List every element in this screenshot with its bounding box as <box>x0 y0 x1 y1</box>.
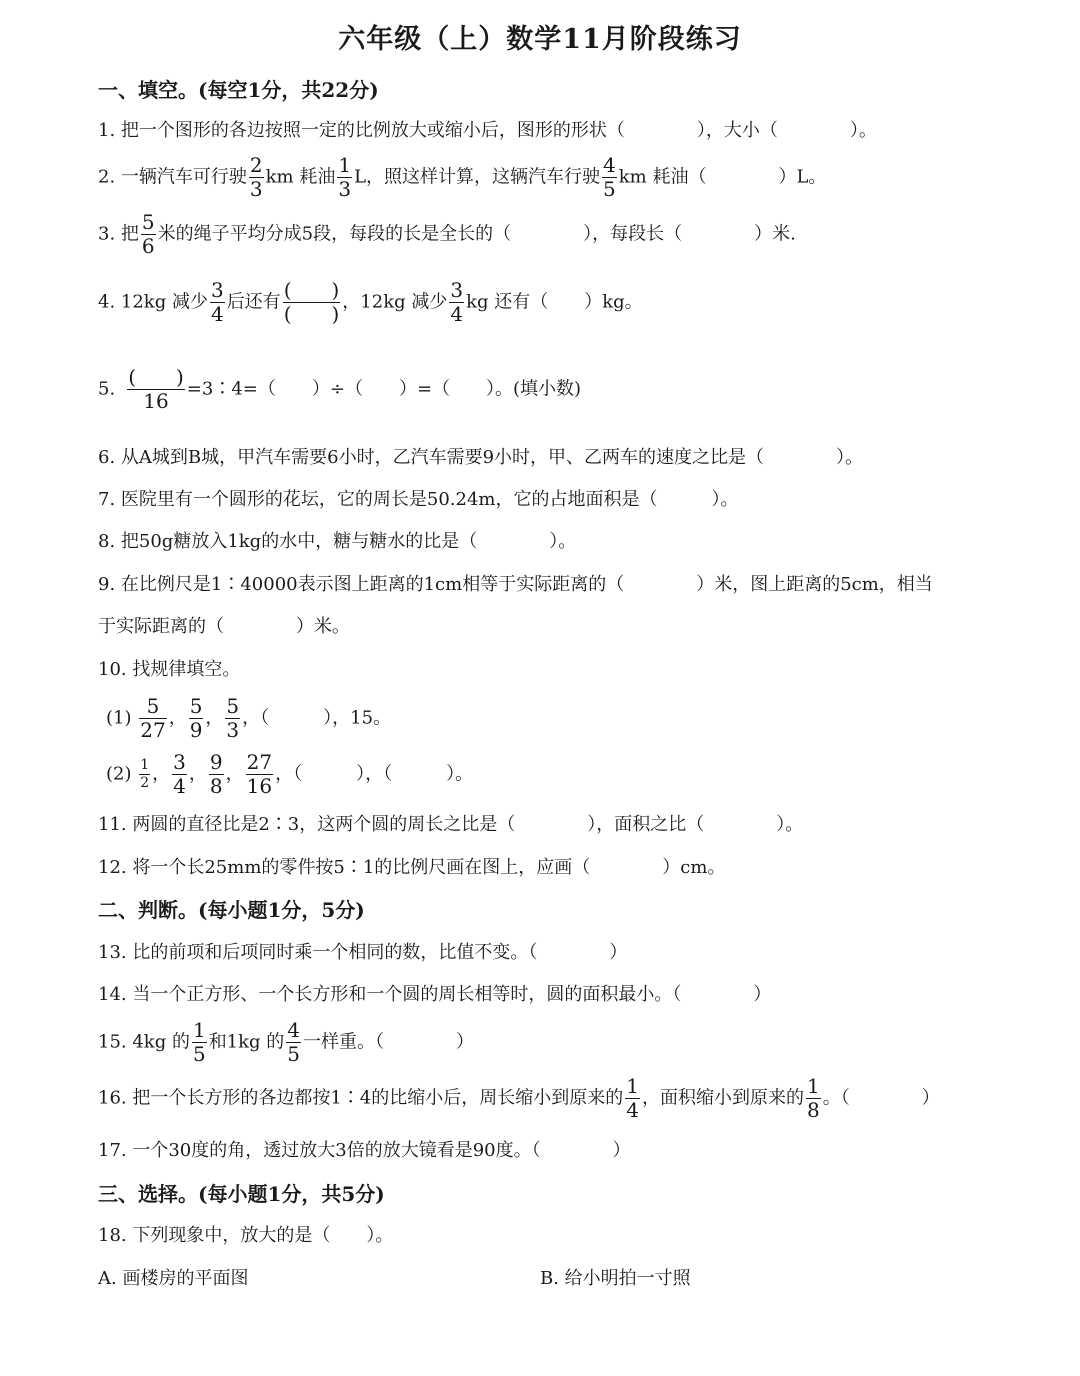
blank-fraction[interactable] <box>127 367 185 412</box>
question-2-text-b: km 耗油 <box>265 166 336 188</box>
fraction <box>139 758 150 790</box>
numerator: 5 <box>146 694 160 718</box>
denominator: 9 <box>189 718 203 742</box>
question-18: 18. 下列现象中，放大的是（ ）。 <box>98 1225 394 1246</box>
denominator: 4 <box>450 302 464 326</box>
question-16-text-c: 。（ ） <box>822 1087 940 1109</box>
question-1: 1. 把一个图形的各边按照一定的比例放大或缩小后，图形的形状（ ），大小（ ）。 <box>98 120 877 141</box>
question-2-text-c: L，照这样计算，这辆汽车行驶 <box>354 166 601 188</box>
numerator: 27 <box>246 750 273 774</box>
numerator: 9 <box>209 750 223 774</box>
question-16 <box>98 1076 940 1121</box>
numerator: 1 <box>140 757 150 774</box>
question-15-text-a: 15. 4kg 的 <box>98 1031 190 1053</box>
section-heading-true-false: 二、判断。(每小题1分，5分) <box>98 898 365 922</box>
section-heading-fill-in: 一、填空。(每空1分，共22分) <box>98 78 379 102</box>
denominator: 8 <box>209 774 223 798</box>
question-6: 6. 从A城到B城，甲汽车需要6小时，乙汽车需要9小时，甲、乙两车的速度之比是（ ）。 <box>98 447 864 468</box>
fraction <box>209 752 224 797</box>
question-15-text-c: 一样重。（ ） <box>303 1031 475 1053</box>
question-2 <box>98 155 826 200</box>
fraction <box>337 155 352 200</box>
numerator: 1 <box>192 1018 206 1042</box>
denominator: 3 <box>338 177 352 201</box>
question-3-text-b: 米的绳子平均分成5段，每段的长是全长的（ ），每段长（ ）米. <box>157 223 796 245</box>
denominator: 27 <box>140 718 166 742</box>
question-15-text-b: 和1kg 的 <box>208 1031 285 1053</box>
fraction <box>210 280 225 325</box>
denominator: 3 <box>249 177 263 201</box>
question-10-part-1: (1) $\frac{5}{27}$ ， $\frac{5}{9}$ ， $\frac{5}{3}$ ，（ ），15。 <box>106 694 392 742</box>
question-14: 14. 当一个正方形、一个长方形和一个圆的周长相等时，圆的面积最小。（ ） <box>98 984 772 1005</box>
part-label: (2) <box>106 763 132 785</box>
question-16-text-a: 16. 把一个长方形的各边都按1∶4的比缩小后，周长缩小到原来的 <box>98 1087 624 1109</box>
question-10-part-2: (2) $\frac{1}{2}$ ， $\frac{3}{4}$ ， $\frac{9}{8}$ ， $\frac{27}{16}$ ，（ ），（ ）。 <box>106 750 474 798</box>
fraction <box>286 1020 301 1065</box>
denominator: 5 <box>287 1042 301 1066</box>
numerator: 2 <box>249 153 263 177</box>
fraction <box>806 1076 821 1121</box>
fraction <box>625 1076 640 1121</box>
denominator: 6 <box>141 234 155 258</box>
fraction <box>225 696 240 741</box>
denominator: 16 <box>127 389 185 412</box>
question-10-part-1-rest: ，（ ），15。 <box>242 707 392 729</box>
denominator: 5 <box>192 1042 206 1066</box>
question-5-text-b: =3∶4=（ ）÷（ ）=（ ）。(填小数) <box>186 378 582 400</box>
fraction <box>249 155 264 200</box>
question-4-text-a: 4. 12kg 减少 <box>98 291 208 313</box>
numerator: 1 <box>806 1074 820 1098</box>
question-15 <box>98 1020 474 1065</box>
denominator: 5 <box>603 177 616 201</box>
question-3 <box>98 212 796 257</box>
question-13: 13. 比的前项和后项同时乘一个相同的数，比值不变。（ ） <box>98 942 628 963</box>
numerator: 4 <box>287 1018 301 1042</box>
fraction <box>139 696 166 741</box>
fraction <box>602 155 617 200</box>
fraction <box>172 752 187 797</box>
question-4-text-e: kg 还有（ ）kg。 <box>466 291 643 313</box>
numerator: 3 <box>450 278 464 302</box>
denominator: 2 <box>140 775 150 791</box>
denominator-blank: ( ) <box>283 302 340 326</box>
question-10-part-2-rest: ，（ ），（ ）。 <box>275 763 474 785</box>
blank-fraction[interactable] <box>283 280 341 325</box>
numerator-blank: ( ) <box>128 365 184 389</box>
question-9-line-1: 9. 在比例尺是1∶40000表示图上距离的1cm相等于实际距离的（ ）米，图上距离的5cm，相当 <box>98 574 933 595</box>
fraction <box>192 1020 207 1065</box>
numerator: 5 <box>141 210 155 234</box>
question-4-text-c: ，12kg 减少 <box>342 291 448 313</box>
denominator: 3 <box>226 718 240 742</box>
denominator: 4 <box>210 302 224 326</box>
question-10: 10. 找规律填空。 <box>98 659 241 680</box>
denominator: 4 <box>626 1098 639 1122</box>
numerator: 3 <box>210 278 224 302</box>
question-12: 12. 将一个长25mm的零件按5∶1的比例尺画在图上，应画（ ）cm。 <box>98 857 726 878</box>
fraction <box>246 752 273 797</box>
part-label: (1) <box>106 707 132 729</box>
question-4-text-b: 后还有 <box>226 291 281 313</box>
question-3-text-a: 3. 把 <box>98 223 139 245</box>
numerator: 5 <box>189 694 203 718</box>
question-9-line-2: 于实际距离的（ ）米。 <box>98 616 350 637</box>
question-16-text-b: ，面积缩小到原来的 <box>641 1087 804 1109</box>
question-5 <box>98 367 581 412</box>
section-heading-multiple-choice: 三、选择。(每小题1分，共5分) <box>98 1182 385 1206</box>
option-a[interactable]: A. 画楼房的平面图 <box>98 1268 249 1289</box>
question-5-text-a: 5. <box>98 378 116 400</box>
numerator: 1 <box>626 1074 639 1098</box>
question-2-text-e: km 耗油（ ）L。 <box>618 166 827 188</box>
numerator: 4 <box>603 153 616 177</box>
question-11: 11. 两圆的直径比是2∶3，这两个圆的周长之比是（ ），面积之比（ ）。 <box>98 814 804 835</box>
option-b[interactable]: B. 给小明拍一寸照 <box>540 1268 691 1289</box>
question-8: 8. 把50g糖放入1kg的水中，糖与糖水的比是（ ）。 <box>98 531 577 552</box>
question-17: 17. 一个30度的角，透过放大3倍的放大镜看是90度。（ ） <box>98 1140 631 1161</box>
question-2-text-a: 2. 一辆汽车可行驶 <box>98 166 247 188</box>
question-7: 7. 医院里有一个圆形的花坛，它的周长是50.24m，它的占地面积是（ ）。 <box>98 489 739 510</box>
denominator: 8 <box>806 1098 820 1122</box>
fraction <box>449 280 464 325</box>
fraction <box>189 696 204 741</box>
question-4 <box>98 280 643 325</box>
page-title: 六年级（上）数学11月阶段练习 <box>338 24 742 55</box>
numerator: 3 <box>173 750 186 774</box>
fraction <box>141 212 156 257</box>
numerator: 5 <box>226 694 240 718</box>
denominator: 4 <box>173 774 186 798</box>
numerator-blank: ( ) <box>283 278 340 302</box>
numerator: 1 <box>338 153 352 177</box>
denominator: 16 <box>246 774 273 798</box>
